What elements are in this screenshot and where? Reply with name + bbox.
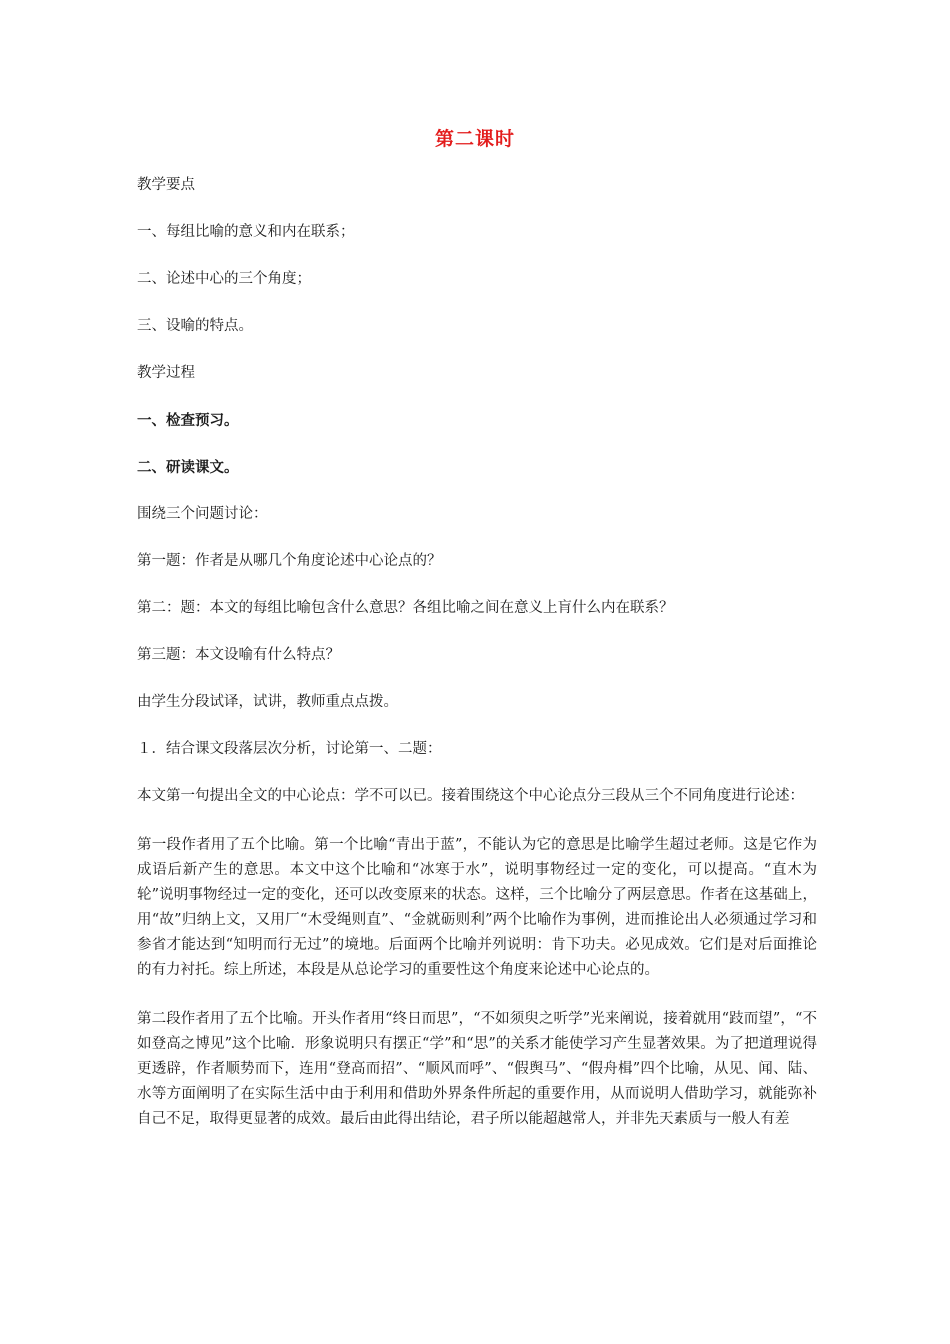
paragraph-point-2: 二、论述中心的三个角度；: [137, 271, 311, 287]
paragraph-thesis: 本文第一句提出全文的中心论点：学不可以已。接着围绕这个中心论点分三段从三个不同角度进行论述：: [137, 788, 804, 804]
document-title: 第二课时: [434, 128, 515, 150]
paragraph-analysis-heading: １．结合课文段落层次分析，讨论第一、二题：: [137, 741, 442, 757]
paragraph-point-3: 三、设喻的特点。: [137, 318, 253, 334]
paragraph-section-2: 第二段作者用了五个比喻。开头作者用“终日而思”，“不如须臾之听学”光来阐说，接着就用“跂而望”，“不如登高之博见”这个比喻．形象说明只有摆正“学”和“思”的关系才能使学习产生显著效果。为了把道理说得更透辟，作者顺势而下，连用“登高而招”、“顺风而呼”、“假舆马”、“假舟楫”四个比喻，从见、闻、陆、水等方面阐明了在实际生活中由于利用和借助外界条件所起的重要作用，从而说明人借助学习，就能弥补自己不足，取得更显著的成效。最后由此得出结论，君子所以能超越常人，并非先天素质与一般人有差: [137, 1011, 817, 1127]
paragraph-step-1: 一、检查预习。: [137, 412, 239, 429]
paragraph-method: 由学生分段试译，试讲，教师重点点拨。: [137, 694, 398, 710]
paragraph-question-1: 第一题：作者是从哪几个角度论述中心论点的？: [137, 553, 442, 569]
paragraph-discussion-intro: 围绕三个问题讨论：: [137, 506, 268, 522]
paragraph-heading-key-points: 教学要点: [137, 177, 195, 193]
paragraph-section-1: 第一段作者用了五个比喻。第一个比喻“青出于蓝”，不能认为它的意思是比喻学生超过老师。这是它作为成语后新产生的意思。本文中这个比喻和“冰寒于水”，说明事物经过一定的变化，可以提高。“直木为轮”说明事物经过一定的变化，还可以改变原来的状态。这样，三个比喻分了两层意思。作者在这基础上，用“故”归纳上文，又用厂“木受绳则直”、“金就砺则利”两个比喻作为事例，进而推论出人必须通过学习和参省才能达到“知明而行无过”的境地。后面两个比喻并列说明：肯下功夫。必见成效。它们是对后面推论的有力衬托。综上所述，本段是从总论学习的重要性这个角度来论述中心论点的。: [137, 837, 817, 978]
paragraph-heading-process: 教学过程: [137, 365, 195, 381]
paragraph-step-2: 二、研读课文。: [137, 459, 239, 476]
paragraph-question-2: 第二：题：本文的每组比喻包含什么意思？各组比喻之间在意义上肓什么内在联系？: [137, 600, 674, 616]
paragraph-point-1: 一、每组比喻的意义和内在联系；: [137, 224, 355, 240]
paragraph-question-3: 第三题：本文设喻有什么特点？: [137, 647, 340, 663]
document-body: [137, 173, 817, 1156]
